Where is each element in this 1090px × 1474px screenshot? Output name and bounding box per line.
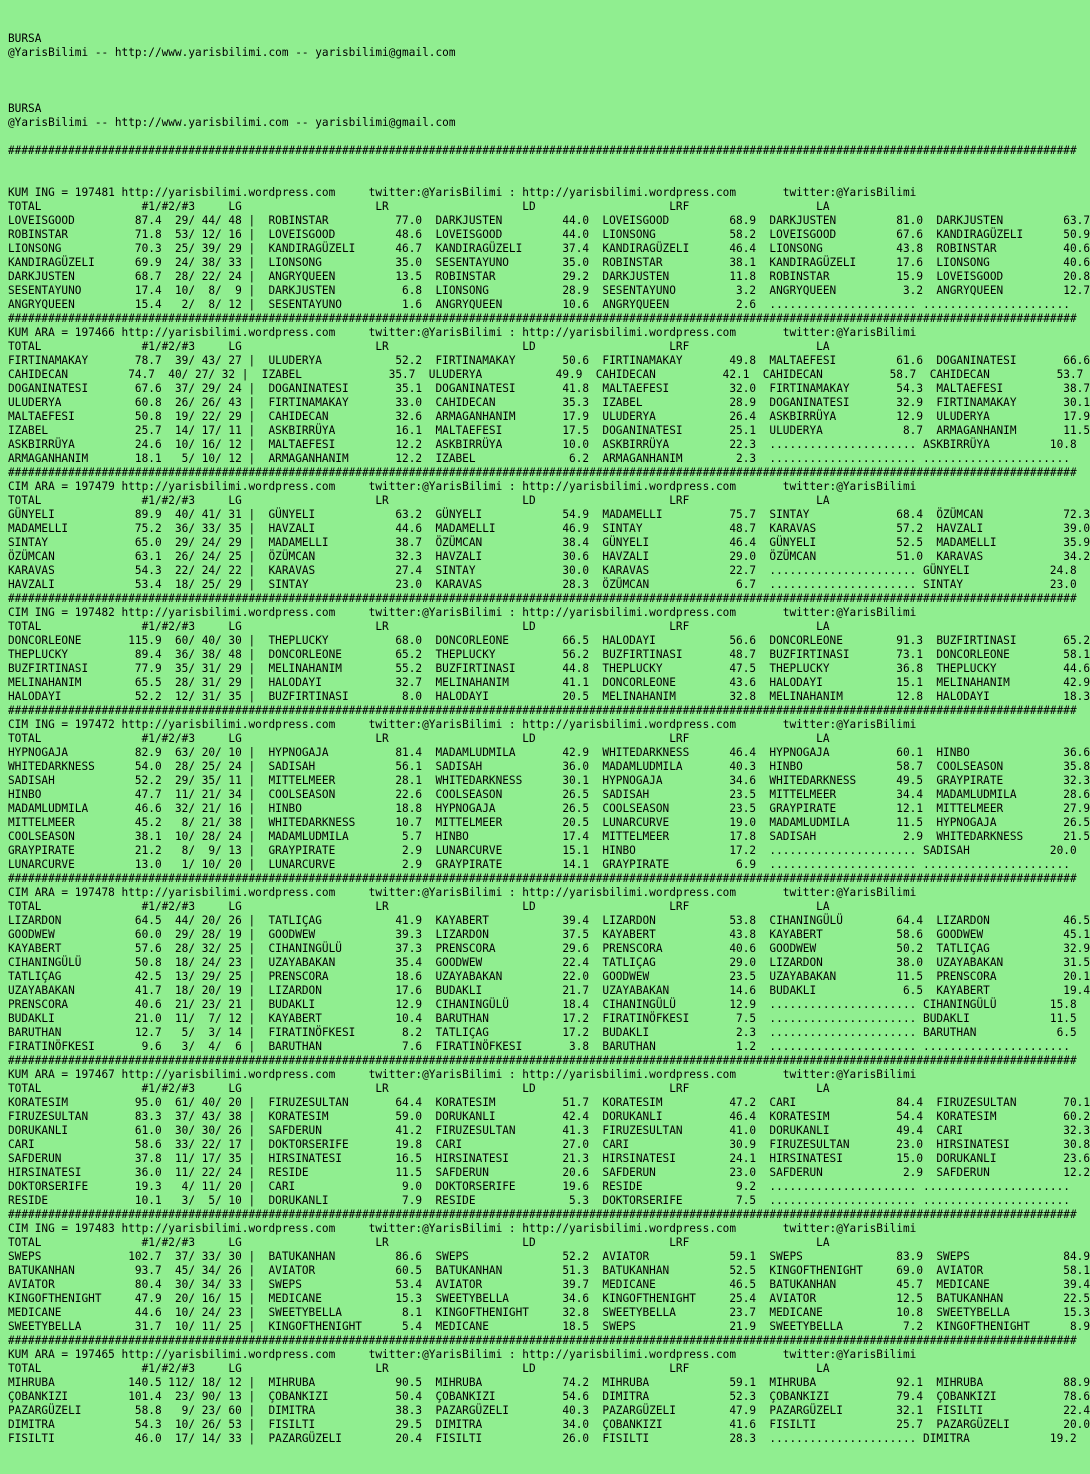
race-column-header: TOTAL #1/#2/#3 LG LR LD LRF LA xyxy=(8,1082,830,1095)
race-row: MADAMELLI 75.2 36/ 33/ 35 | HAVZALI 44.6 MADAMELLI 46.9 SINTAY 48.7 KARAVAS 57.2 HAVZALI 39.0 xyxy=(8,522,1090,535)
race-blocks xyxy=(8,186,1090,1446)
race-row: BUZFIRTINASI 77.9 35/ 31/ 29 | MELINAHANIM 55.2 BUZFIRTINASI 44.8 THEPLUCKY 47.5 THEPLUCKY 36.8 THEPLUCKY 44.6 xyxy=(8,662,1090,675)
race-row: MEDICANE 44.6 10/ 24/ 23 | SWEETYBELLA 8.1 KINGOFTHENIGHT 32.8 SWEETYBELLA 23.7 MEDICANE 10.8 SWEETYBELLA 15.3 xyxy=(8,1306,1090,1319)
race-title-line: CIM ING = 197472 http://yarisbilimi.wordpress.com twitter:@YarisBilimi : http://yarisbilimi.wordpress.com twitter:@YarisBilimi xyxy=(8,718,917,731)
race-row: AVIATOR 80.4 30/ 34/ 33 | SWEPS 53.4 AVIATOR 39.7 MEDICANE 46.5 BATUKANHAN 45.7 MEDICANE 39.4 xyxy=(8,1278,1090,1291)
race-column-header: TOTAL #1/#2/#3 LG LR LD LRF LA xyxy=(8,620,830,633)
race-row: GOODWEW 60.0 29/ 28/ 19 | GOODWEW 39.3 LIZARDON 37.5 KAYABERT 43.8 KAYABERT 58.6 GOODWEW 45.1 xyxy=(8,928,1090,941)
race-row: ROBINSTAR 71.8 53/ 12/ 16 | LOVEISGOOD 48.6 LOVEISGOOD 44.0 LIONSONG 58.2 LOVEISGOOD 67.6 KANDIRAGÜZELI 50.9 xyxy=(8,228,1090,241)
race-title-line: CIM ARA = 197479 http://yarisbilimi.wordpress.com twitter:@YarisBilimi : http://yarisbilimi.wordpress.com twitter:@YarisBilimi xyxy=(8,480,917,493)
race-row: SWEETYBELLA 31.7 10/ 11/ 25 | KINGOFTHENIGHT 5.4 MEDICANE 18.5 SWEPS 21.9 SWEETYBELLA 7.2 KINGOFTHENIGHT 8.9 xyxy=(8,1320,1090,1333)
race-column-header: TOTAL #1/#2/#3 LG LR LD LRF LA xyxy=(8,1236,830,1249)
race-row: DOGANINATESI 67.6 37/ 29/ 24 | DOGANINATESI 35.1 DOGANINATESI 41.8 MALTAEFESI 32.0 FIRTINAMAKAY 54.3 MALTAEFESI 38.7 xyxy=(8,382,1090,395)
race-row: ################################################################################################################################################################ xyxy=(8,592,1077,605)
header-line xyxy=(8,74,1080,88)
header-line xyxy=(8,130,1080,144)
race-row: PRENSCORA 40.6 21/ 23/ 21 | BUDAKLI 12.9 CIHANINGÜLÜ 18.4 CIHANINGÜLÜ 12.9 ...................... CIHANINGÜLÜ 15.8 xyxy=(8,998,1077,1011)
race-row: LOVEISGOOD 87.4 29/ 44/ 48 | ROBINSTAR 77.0 DARKJUSTEN 44.0 LOVEISGOOD 68.9 DARKJUSTEN 81.0 DARKJUSTEN 63.7 xyxy=(8,214,1090,227)
race-block xyxy=(8,326,1090,480)
race-row: HINBO 47.7 11/ 21/ 34 | COOLSEASON 22.6 COOLSEASON 26.5 SADISAH 23.5 MITTELMEER 34.4 MADAMLUDMILA 28.6 xyxy=(8,788,1090,801)
race-row: DARKJUSTEN 68.7 28/ 22/ 24 | ANGRYQUEEN 13.5 ROBINSTAR 29.2 DARKJUSTEN 11.8 ROBINSTAR 15.9 LOVEISGOOD 20.8 xyxy=(8,270,1090,283)
header-line: @YarisBilimi -- http://www.yarisbilimi.com -- yarisbilimi@gmail.com xyxy=(8,116,456,129)
race-row: ASKBIRRÜYA 24.6 10/ 16/ 12 | MALTAEFESI 12.2 ASKBIRRÜYA 10.0 ASKBIRRÜYA 22.3 ...................... ASKBIRRÜYA 10.8 xyxy=(8,438,1077,451)
race-row: CAHIDECAN 74.7 40/ 27/ 32 | IZABEL 35.7 ULUDERYA 49.9 CAHIDECAN 42.1 CAHIDECAN 58.7 CAHIDECAN 53.7 xyxy=(8,368,1084,381)
race-block xyxy=(8,1222,1090,1348)
race-row: ÇOBANKIZI 101.4 23/ 90/ 13 | ÇOBANKIZI 50.4 ÇOBANKIZI 54.6 DIMITRA 52.3 ÇOBANKIZI 79.4 ÇOBANKIZI 78.6 xyxy=(8,1390,1090,1403)
race-row: ################################################################################################################################################################ xyxy=(8,872,1077,885)
race-row: SAFDERUN 37.8 11/ 17/ 35 | HIRSINATESI 16.5 HIRSINATESI 21.3 HIRSINATESI 24.1 HIRSINATESI 15.0 DORUKANLI 23.6 xyxy=(8,1152,1090,1165)
race-row: MADAMLUDMILA 46.6 32/ 21/ 16 | HINBO 18.8 HYPNOGAJA 26.5 COOLSEASON 23.5 GRAYPIRATE 12.1 MITTELMEER 27.9 xyxy=(8,802,1090,815)
race-row: FIRUZESULTAN 83.3 37/ 43/ 38 | KORATESIM 59.0 DORUKANLI 42.4 DORUKANLI 46.4 KORATESIM 54.4 KORATESIM 60.2 xyxy=(8,1110,1090,1123)
race-row: ################################################################################################################################################################ xyxy=(8,466,1077,479)
race-row: KANDIRAGÜZELI 69.9 24/ 38/ 33 | LIONSONG 35.0 SESENTAYUNO 35.0 ROBINSTAR 38.1 KANDIRAGÜZELI 17.6 LIONSONG 40.6 xyxy=(8,256,1090,269)
race-row: BATUKANHAN 93.7 45/ 34/ 26 | AVIATOR 60.5 BATUKANHAN 51.3 BATUKANHAN 52.5 KINGOFTHENIGHT 69.0 AVIATOR 58.1 xyxy=(8,1264,1090,1277)
race-column-header: TOTAL #1/#2/#3 LG LR LD LRF LA xyxy=(8,900,830,913)
race-row: ################################################################################################################################################################ xyxy=(8,704,1077,717)
race-row: PAZARGÜZELI 58.8 9/ 23/ 60 | DIMITRA 38.3 PAZARGÜZELI 40.3 PAZARGÜZELI 47.9 PAZARGÜZELI 32.1 FISILTI 22.4 xyxy=(8,1404,1090,1417)
header-line xyxy=(8,88,1080,102)
race-column-header: TOTAL #1/#2/#3 LG LR LD LRF LA xyxy=(8,494,830,507)
race-row: ################################################################################################################################################################ xyxy=(8,1208,1077,1221)
race-row: HYPNOGAJA 82.9 63/ 20/ 10 | HYPNOGAJA 81.4 MADAMLUDMILA 42.9 WHITEDARKNESS 46.4 HYPNOGAJA 60.1 HINBO 36.6 xyxy=(8,746,1090,759)
race-row: LIZARDON 64.5 44/ 20/ 26 | TATLIÇAG 41.9 KAYABERT 39.4 LIZARDON 53.8 CIHANINGÜLÜ 64.4 LIZARDON 46.5 xyxy=(8,914,1090,927)
header-line: BURSA xyxy=(8,102,42,115)
race-row: GRAYPIRATE 21.2 8/ 9/ 13 | GRAYPIRATE 2.9 LUNARCURVE 15.1 HINBO 17.2 ...................... SADISAH 20.0 xyxy=(8,844,1077,857)
race-title-line: KUM ARA = 197467 http://yarisbilimi.wordpress.com twitter:@YarisBilimi : http://yarisbilimi.wordpress.com twitter:@YarisBilimi xyxy=(8,1068,917,1081)
race-title-line: KUM ARA = 197466 http://yarisbilimi.wordpress.com twitter:@YarisBilimi : http://yarisbilimi.wordpress.com twitter:@YarisBilimi xyxy=(8,326,917,339)
race-row: KORATESIM 95.0 61/ 40/ 20 | FIRUZESULTAN 64.4 KORATESIM 51.7 KORATESIM 47.2 CARI 84.4 FIRUZESULTAN 70.1 xyxy=(8,1096,1090,1109)
race-column-header: TOTAL #1/#2/#3 LG LR LD LRF LA xyxy=(8,200,830,213)
race-row: DOKTORSERIFE 19.3 4/ 11/ 20 | CARI 9.0 DOKTORSERIFE 19.6 RESIDE 9.2 ...................... ...................... xyxy=(8,1180,1070,1193)
header-block xyxy=(8,32,1080,158)
race-row: GÜNYELI 89.9 40/ 41/ 31 | GÜNYELI 63.2 GÜNYELI 54.9 MADAMELLI 75.7 SINTAY 68.4 ÖZÜMCAN 72.3 xyxy=(8,508,1090,521)
race-row: BUDAKLI 21.0 11/ 7/ 12 | KAYABERT 10.4 BARUTHAN 17.2 FIRATINÖFKESI 7.5 ...................... BUDAKLI 11.5 xyxy=(8,1012,1077,1025)
header-line: @YarisBilimi -- http://www.yarisbilimi.com -- yarisbilimi@gmail.com xyxy=(8,46,456,59)
race-row: KINGOFTHENIGHT 47.9 20/ 16/ 15 | MEDICANE 15.3 SWEETYBELLA 34.6 KINGOFTHENIGHT 25.4 AVIATOR 12.5 BATUKANHAN 22.5 xyxy=(8,1292,1090,1305)
race-block xyxy=(8,480,1090,606)
race-row: TATLIÇAG 42.5 13/ 29/ 25 | PRENSCORA 18.6 UZAYABAKAN 22.0 GOODWEW 23.5 UZAYABAKAN 11.5 PRENSCORA 20.1 xyxy=(8,970,1090,983)
race-block xyxy=(8,1348,1090,1446)
race-row: LIONSONG 70.3 25/ 39/ 29 | KANDIRAGÜZELI 46.7 KANDIRAGÜZELI 37.4 KANDIRAGÜZELI 46.4 LIONSONG 43.8 ROBINSTAR 40.6 xyxy=(8,242,1090,255)
race-block xyxy=(8,186,1090,326)
race-row: CIHANINGÜLÜ 50.8 18/ 24/ 23 | UZAYABAKAN 35.4 GOODWEW 22.4 TATLIÇAG 29.0 LIZARDON 38.0 UZAYABAKAN 31.5 xyxy=(8,956,1090,969)
race-row: BARUTHAN 12.7 5/ 3/ 14 | FIRATINÖFKESI 8.2 TATLIÇAG 17.2 BUDAKLI 2.3 ...................... BARUTHAN 6.5 xyxy=(8,1026,1077,1039)
race-title-line: CIM ARA = 197478 http://yarisbilimi.wordpress.com twitter:@YarisBilimi : http://yarisbilimi.wordpress.com twitter:@YarisBilimi xyxy=(8,886,917,899)
race-row: ARMAGANHANIM 18.1 5/ 10/ 12 | ARMAGANHANIM 12.2 IZABEL 6.2 ARMAGANHANIM 2.3 ...................... ...................... xyxy=(8,452,1070,465)
race-title-line: CIM ING = 197482 http://yarisbilimi.wordpress.com twitter:@YarisBilimi : http://yarisbilimi.wordpress.com twitter:@YarisBilimi xyxy=(8,606,917,619)
race-row: ################################################################################################################################################################ xyxy=(8,1334,1077,1347)
race-row: HALODAYI 52.2 12/ 31/ 35 | BUZFIRTINASI 8.0 HALODAYI 20.5 MELINAHANIM 32.8 MELINAHANIM 12.8 HALODAYI 18.3 xyxy=(8,690,1090,703)
race-block xyxy=(8,606,1090,718)
race-row: WHITEDARKNESS 54.0 28/ 25/ 24 | SADISAH 56.1 SADISAH 36.0 MADAMLUDMILA 40.3 HINBO 58.7 COOLSEASON 35.8 xyxy=(8,760,1090,773)
race-row: SADISAH 52.2 29/ 35/ 11 | MITTELMEER 28.1 WHITEDARKNESS 30.1 HYPNOGAJA 34.6 WHITEDARKNESS 49.5 GRAYPIRATE 32.3 xyxy=(8,774,1090,787)
race-row: FIRATINÖFKESI 9.6 3/ 4/ 6 | BARUTHAN 7.6 FIRATINÖFKESI 3.8 BARUTHAN 1.2 ...................... ...................... xyxy=(8,1040,1070,1053)
race-row: MITTELMEER 45.2 8/ 21/ 38 | WHITEDARKNESS 10.7 MITTELMEER 20.5 LUNARCURVE 19.0 MADAMLUDMILA 11.5 HYPNOGAJA 26.5 xyxy=(8,816,1090,829)
race-row: ULUDERYA 60.8 26/ 26/ 43 | FIRTINAMAKAY 33.0 CAHIDECAN 35.3 IZABEL 28.9 DOGANINATESI 32.9 FIRTINAMAKAY 30.1 xyxy=(8,396,1090,409)
race-row: RESIDE 10.1 3/ 5/ 10 | DORUKANLI 7.9 RESIDE 5.3 DOKTORSERIFE 7.5 ...................... ...................... xyxy=(8,1194,1070,1207)
header-line xyxy=(8,60,1080,74)
race-row: UZAYABAKAN 41.7 18/ 20/ 19 | LIZARDON 17.6 BUDAKLI 21.7 UZAYABAKAN 14.6 BUDAKLI 6.5 KAYABERT 19.4 xyxy=(8,984,1090,997)
race-column-header: TOTAL #1/#2/#3 LG LR LD LRF LA xyxy=(8,1362,830,1375)
race-row: FIRTINAMAKAY 78.7 39/ 43/ 27 | ULUDERYA 52.2 FIRTINAMAKAY 50.6 FIRTINAMAKAY 49.8 MALTAEFESI 61.6 DOGANINATESI 66.6 xyxy=(8,354,1090,367)
race-row: LUNARCURVE 13.0 1/ 10/ 20 | LUNARCURVE 2.9 GRAYPIRATE 14.1 GRAYPIRATE 6.9 ...................... ...................... xyxy=(8,858,1070,871)
race-row: CARI 58.6 33/ 22/ 17 | DOKTORSERIFE 19.8 CARI 27.0 CARI 30.9 FIRUZESULTAN 23.0 HIRSINATESI 30.8 xyxy=(8,1138,1090,1151)
race-row: FISILTI 46.0 17/ 14/ 33 | PAZARGÜZELI 20.4 FISILTI 26.0 FISILTI 28.3 ...................... DIMITRA 19.2 xyxy=(8,1432,1077,1445)
race-row: SINTAY 65.0 29/ 24/ 29 | MADAMELLI 38.7 ÖZÜMCAN 38.4 GÜNYELI 46.4 GÜNYELI 52.5 MADAMELLI 35.9 xyxy=(8,536,1090,549)
race-row: ################################################################################################################################################################ xyxy=(8,1054,1077,1067)
race-row: KAYABERT 57.6 28/ 32/ 25 | CIHANINGÜLÜ 37.3 PRENSCORA 29.6 PRENSCORA 40.6 GOODWEW 50.2 TATLIÇAG 32.9 xyxy=(8,942,1090,955)
race-row: COOLSEASON 38.1 10/ 28/ 24 | MADAMLUDMILA 5.7 HINBO 17.4 MITTELMEER 17.8 SADISAH 2.9 WHITEDARKNESS 21.5 xyxy=(8,830,1090,843)
race-row: MIHRUBA 140.5 112/ 18/ 12 | MIHRUBA 90.5 MIHRUBA 74.2 MIHRUBA 59.1 MIHRUBA 92.1 MIHRUBA 88.9 xyxy=(8,1376,1090,1389)
race-row: THEPLUCKY 89.4 36/ 38/ 48 | DONCORLEONE 65.2 THEPLUCKY 56.2 BUZFIRTINASI 48.7 BUZFIRTINASI 73.1 DONCORLEONE 58.1 xyxy=(8,648,1090,661)
race-block xyxy=(8,886,1090,1068)
race-row: ANGRYQUEEN 15.4 2/ 8/ 12 | SESENTAYUNO 1.6 ANGRYQUEEN 10.6 ANGRYQUEEN 2.6 ...................... ...................... xyxy=(8,298,1070,311)
race-column-header: TOTAL #1/#2/#3 LG LR LD LRF LA xyxy=(8,340,830,353)
race-title-line: CIM ING = 197483 http://yarisbilimi.wordpress.com twitter:@YarisBilimi : http://yarisbilimi.wordpress.com twitter:@YarisBilimi xyxy=(8,1222,917,1235)
race-title-line: KUM ING = 197481 http://yarisbilimi.wordpress.com twitter:@YarisBilimi : http://yarisbilimi.wordpress.com twitter:@YarisBilimi xyxy=(8,186,917,199)
race-row: SWEPS 102.7 37/ 33/ 30 | BATUKANHAN 86.6 SWEPS 52.2 AVIATOR 59.1 SWEPS 83.9 SWEPS 84.9 xyxy=(8,1250,1090,1263)
race-row: IZABEL 25.7 14/ 17/ 11 | ASKBIRRÜYA 16.1 MALTAEFESI 17.5 DOGANINATESI 25.1 ULUDERYA 8.7 ARMAGANHANIM 11.5 xyxy=(8,424,1090,437)
race-row: DIMITRA 54.3 10/ 26/ 53 | FISILTI 29.5 DIMITRA 34.0 ÇOBANKIZI 41.6 FISILTI 25.7 PAZARGÜZELI 20.0 xyxy=(8,1418,1090,1431)
race-row: DONCORLEONE 115.9 60/ 40/ 30 | THEPLUCKY 68.0 DONCORLEONE 66.5 HALODAYI 56.6 DONCORLEONE 91.3 BUZFIRTINASI 65.2 xyxy=(8,634,1090,647)
race-block xyxy=(8,718,1090,886)
results-document xyxy=(8,4,1090,1474)
race-row: SESENTAYUNO 17.4 10/ 8/ 9 | DARKJUSTEN 6.8 LIONSONG 28.9 SESENTAYUNO 3.2 ANGRYQUEEN 3.2 ANGRYQUEEN 12.7 xyxy=(8,284,1090,297)
race-row: ÖZÜMCAN 63.1 26/ 24/ 25 | ÖZÜMCAN 32.3 HAVZALI 30.6 HAVZALI 29.0 ÖZÜMCAN 51.0 KARAVAS 34.2 xyxy=(8,550,1090,563)
race-row: HIRSINATESI 36.0 11/ 22/ 24 | RESIDE 11.5 SAFDERUN 20.6 SAFDERUN 23.0 SAFDERUN 2.9 SAFDERUN 12.2 xyxy=(8,1166,1090,1179)
header-line: ################################################################################################################################################################ xyxy=(8,144,1077,157)
race-row: MALTAEFESI 50.8 19/ 22/ 29 | CAHIDECAN 32.6 ARMAGANHANIM 17.9 ULUDERYA 26.4 ASKBIRRÜYA 12.9 ULUDERYA 17.9 xyxy=(8,410,1090,423)
race-column-header: TOTAL #1/#2/#3 LG LR LD LRF LA xyxy=(8,732,830,745)
race-title-line: KUM ARA = 197465 http://yarisbilimi.wordpress.com twitter:@YarisBilimi : http://yarisbilimi.wordpress.com twitter:@YarisBilimi xyxy=(8,1348,917,1361)
race-row: MELINAHANIM 65.5 28/ 31/ 29 | HALODAYI 32.7 MELINAHANIM 41.1 DONCORLEONE 43.6 HALODAYI 15.1 MELINAHANIM 42.9 xyxy=(8,676,1090,689)
race-row: KARAVAS 54.3 22/ 24/ 22 | KARAVAS 27.4 SINTAY 30.0 KARAVAS 22.7 ...................... GÜNYELI 24.8 xyxy=(8,564,1077,577)
race-block xyxy=(8,1068,1090,1222)
header-line: BURSA xyxy=(8,32,42,45)
race-row: ################################################################################################################################################################ xyxy=(8,312,1077,325)
race-row: DORUKANLI 61.0 30/ 30/ 26 | SAFDERUN 41.2 FIRUZESULTAN 41.3 FIRUZESULTAN 41.0 DORUKANLI 49.4 CARI 32.3 xyxy=(8,1124,1090,1137)
race-row: HAVZALI 53.4 18/ 25/ 29 | SINTAY 23.0 KARAVAS 28.3 ÖZÜMCAN 6.7 ...................... SINTAY 23.0 xyxy=(8,578,1077,591)
